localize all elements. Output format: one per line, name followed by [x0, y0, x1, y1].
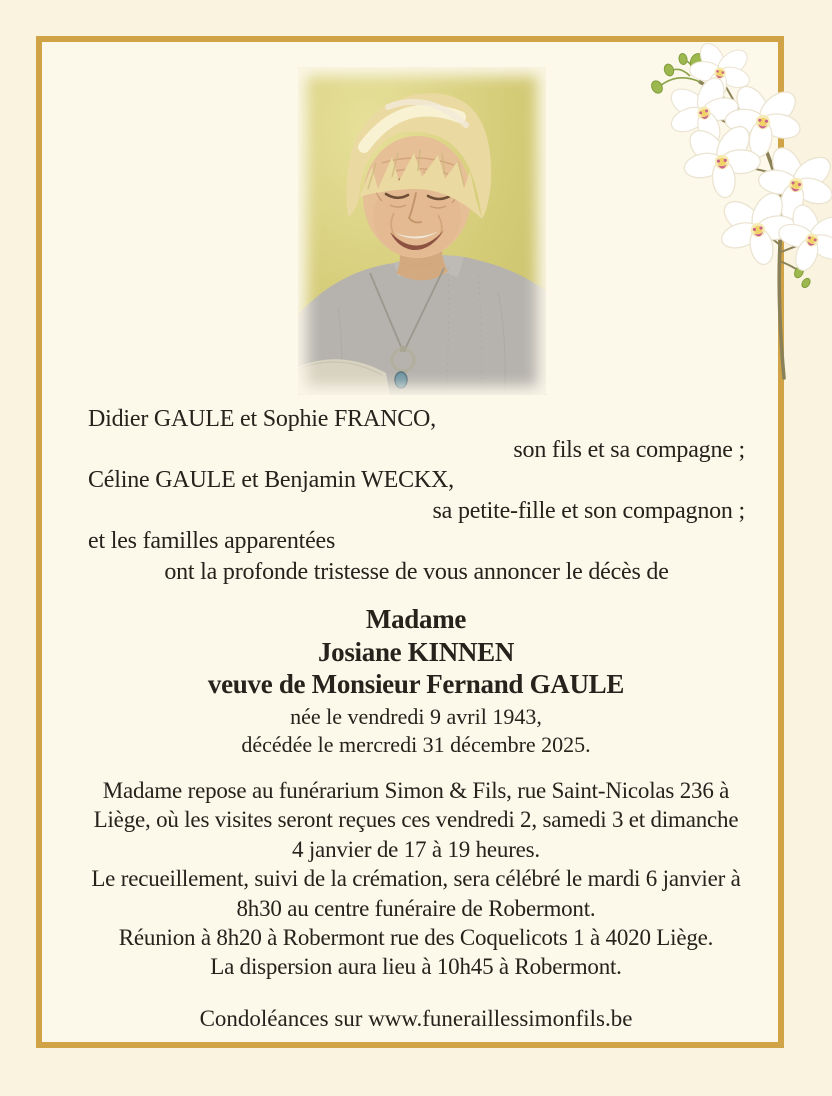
dispersion-info: La dispersion aura lieu à 10h45 à Robermont. — [210, 954, 622, 980]
deceased-title: Madame — [365, 604, 467, 634]
orchid-flower-decoration — [630, 40, 832, 385]
condolences-line: Condoléances sur www.funeraillessimonfils.be — [199, 1006, 633, 1031]
deceased-block — [40, 603, 792, 759]
repose-info: Madame repose au funérarium Simon & Fils, rue Saint-Nicolas 236 à Liège, où les visites seront reçues ces vendredi 2, samedi 3 et dimanche 4 janvier de 17 à 19 heures. — [93, 778, 739, 862]
deceased-death-date: décédée le mercredi 31 décembre 2025. — [241, 731, 591, 757]
ceremony-details — [86, 776, 746, 982]
deceased-birth-date: née le vendredi 9 avril 1943, — [290, 703, 542, 729]
orchid-illustration — [630, 40, 832, 385]
family-line-2: Céline GAULE et Benjamin WECKX, — [88, 467, 454, 493]
meeting-info: Réunion à 8h20 à Robermont rue des Coquelicots 1 à 4020 Liège. — [118, 925, 714, 951]
family-line-3: et les familles apparentées — [88, 528, 336, 554]
portrait-photo-illustration — [298, 67, 546, 395]
pendant-stone — [395, 372, 407, 388]
orchid-blossoms — [659, 40, 832, 282]
family-line-1: Didier GAULE et Sophie FRANCO, — [88, 406, 436, 432]
deceased-name: Josiane KINNEN — [317, 636, 515, 667]
portrait-photo — [298, 67, 546, 395]
relation-line-1: son fils et sa compagne ; — [513, 436, 745, 463]
family-announcement — [88, 404, 745, 587]
relation-line-2: sa petite-fille et son compagnon ; — [432, 497, 745, 524]
cremation-info: Le recueillement, suivi de la crémation, sera célébré le mardi 6 janvier à 8h30 au centre funéraire de Robermont. — [91, 866, 741, 921]
deceased-widow-line: veuve de Monsieur Fernand GAULE — [207, 669, 625, 699]
announce-line: ont la profonde tristesse de vous annoncer le décès de — [164, 558, 669, 585]
